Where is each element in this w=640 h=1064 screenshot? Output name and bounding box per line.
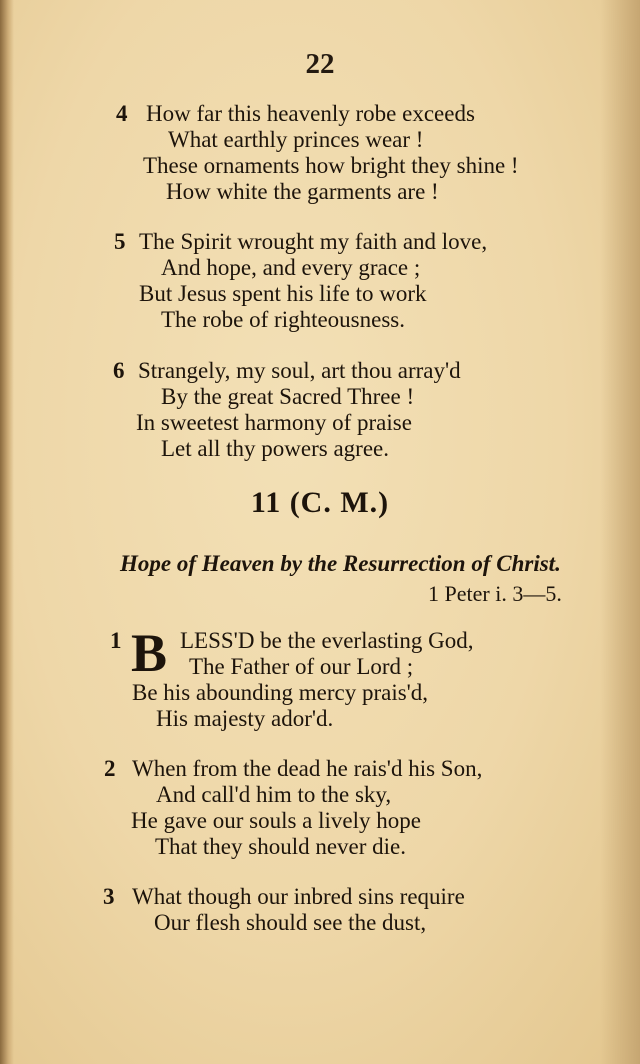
verse-3 <box>0 884 620 936</box>
verse-line: Let all thy powers agree. <box>161 436 389 461</box>
verse-number: 1 <box>110 628 122 653</box>
verse-number: 2 <box>104 756 116 781</box>
verse-4 <box>0 101 620 205</box>
hymn-subtitle: Hope of Heaven by the Resurrection of Christ. <box>120 551 561 576</box>
verse-line: In sweetest harmony of praise <box>136 410 412 435</box>
verse-line: How far this heavenly robe exceeds <box>146 101 475 126</box>
verse-line: How white the garments are ! <box>166 179 439 204</box>
verse-line: What earthly princes wear ! <box>168 127 424 152</box>
verse-line: When from the dead he rais'd his Son, <box>132 756 483 781</box>
hymn-title: 11 (C. M.) <box>250 486 390 519</box>
verse-number: 5 <box>114 229 126 254</box>
verse-5 <box>0 229 620 333</box>
scripture-reference: 1 Peter i. 3—5. <box>428 581 562 606</box>
verse-line: The Father of our Lord ; <box>189 654 414 679</box>
verse-number: 4 <box>116 101 128 126</box>
page-number: 22 <box>305 48 335 80</box>
verse-2 <box>0 756 620 860</box>
verse-line: The Spirit wrought my faith and love, <box>139 229 488 254</box>
verse-line: Our flesh should see the dust, <box>154 910 427 935</box>
verse-line: And call'd him to the sky, <box>156 782 392 807</box>
verse-number: 6 <box>113 358 125 383</box>
verse-line: But Jesus spent his life to work <box>139 281 427 306</box>
verse-line: LESS'D be the everlasting God, <box>180 628 474 653</box>
verse-line: Be his abounding mercy prais'd, <box>132 680 429 705</box>
verse-line: He gave our souls a lively hope <box>131 808 421 833</box>
drop-cap: B <box>131 623 168 683</box>
verse-1 <box>0 623 620 732</box>
verse-line: The robe of righteousness. <box>161 307 405 332</box>
verse-line: His majesty ador'd. <box>156 706 334 731</box>
verse-6 <box>0 358 620 462</box>
verse-line: What though our inbred sins require <box>132 884 465 909</box>
verse-line: And hope, and every grace ; <box>161 255 421 280</box>
verse-number: 3 <box>103 884 115 909</box>
verse-line: By the great Sacred Three ! <box>161 384 415 409</box>
verse-line: Strangely, my soul, art thou array'd <box>138 358 461 383</box>
verse-line: These ornaments how bright they shine ! <box>143 153 519 178</box>
verse-line: That they should never die. <box>155 834 407 859</box>
